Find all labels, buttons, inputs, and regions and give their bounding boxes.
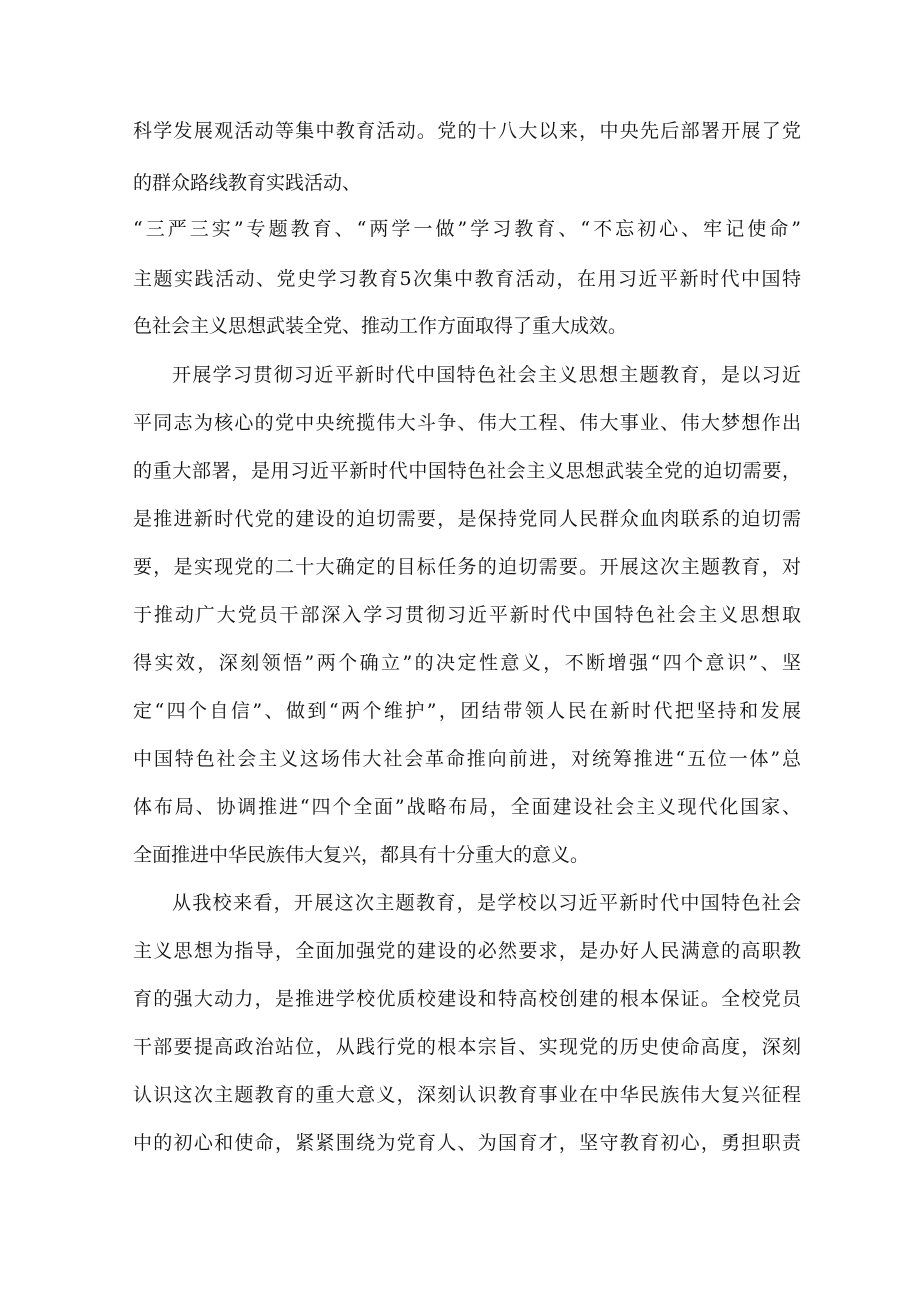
paragraph-first-line: 开展学习贯彻习近平新时代中国特色社会主义思想主题教育，是以习近	[172, 364, 801, 386]
text-line: 体布局、协调推进“四个全面”战略布局，全面建设社会主义现代化国家、	[133, 796, 801, 818]
text-line: 中国特色社会主义这场伟大社会革命推向前进，对统筹推进“五位一体”总	[133, 748, 801, 770]
text-line: 要，是实现党的二十大确定的目标任务的迫切需要。开展这次主题教育，对	[133, 556, 801, 578]
paragraph-first-line: 从我校来看，开展这次主题教育，是学校以习近平新时代中国特色社会	[172, 892, 801, 914]
text-line: 平同志为核心的党中央统揽伟大斗争、伟大工程、伟大事业、伟大梦想作出	[133, 412, 801, 434]
text-line: 认识这次主题教育的重大意义，深刻认识教育事业在中华民族伟大复兴征程	[133, 1084, 801, 1106]
text-line: 中的初心和使命，紧紧围绕为党育人、为国育才，坚守教育初心，勇担职责	[133, 1132, 801, 1154]
text-line: 主义思想为指导，全面加强党的建设的必然要求，是办好人民满意的高职教	[133, 940, 801, 962]
text-line: 是推进新时代党的建设的迫切需要，是保持党同人民群众血肉联系的迫切需	[133, 508, 801, 530]
text-line: 色社会主义思想武装全党、推动工作方面取得了重大成效。	[133, 315, 628, 337]
text-line: 主题实践活动、党史学习教育5次集中教育活动，在用习近平新时代中国特	[133, 268, 801, 290]
text-line: “三严三实”专题教育、“两学一做”学习教育、“不忘初心、牢记使命”	[133, 218, 801, 240]
text-line: 育的强大动力，是推进学校优质校建设和特高校创建的根本保证。全校党员	[133, 988, 801, 1010]
text-line: 定“四个自信”、做到“两个维护”，团结带领人民在新时代把坚持和发展	[133, 700, 801, 722]
text-line: 得实效，深刻领悟”两个确立”的决定性意义，不断增强“四个意识”、坚	[133, 652, 801, 674]
text-line: 于推动广大党员干部深入学习贯彻习近平新时代中国特色社会主义思想取	[133, 604, 801, 626]
text-line: 的重大部署，是用习近平新时代中国特色社会主义思想武装全党的迫切需要，	[133, 460, 801, 482]
text-line: 的群众路线教育实践活动、	[133, 172, 362, 194]
text-line: 全面推进中华民族伟大复兴，都具有十分重大的意义。	[133, 844, 590, 866]
text-line: 干部要提高政治站位，从践行党的根本宗旨、实现党的历史使命高度，深刻	[133, 1036, 801, 1058]
text-line: 科学发展观活动等集中教育活动。党的十八大以来，中央先后部署开展了党	[133, 120, 801, 142]
